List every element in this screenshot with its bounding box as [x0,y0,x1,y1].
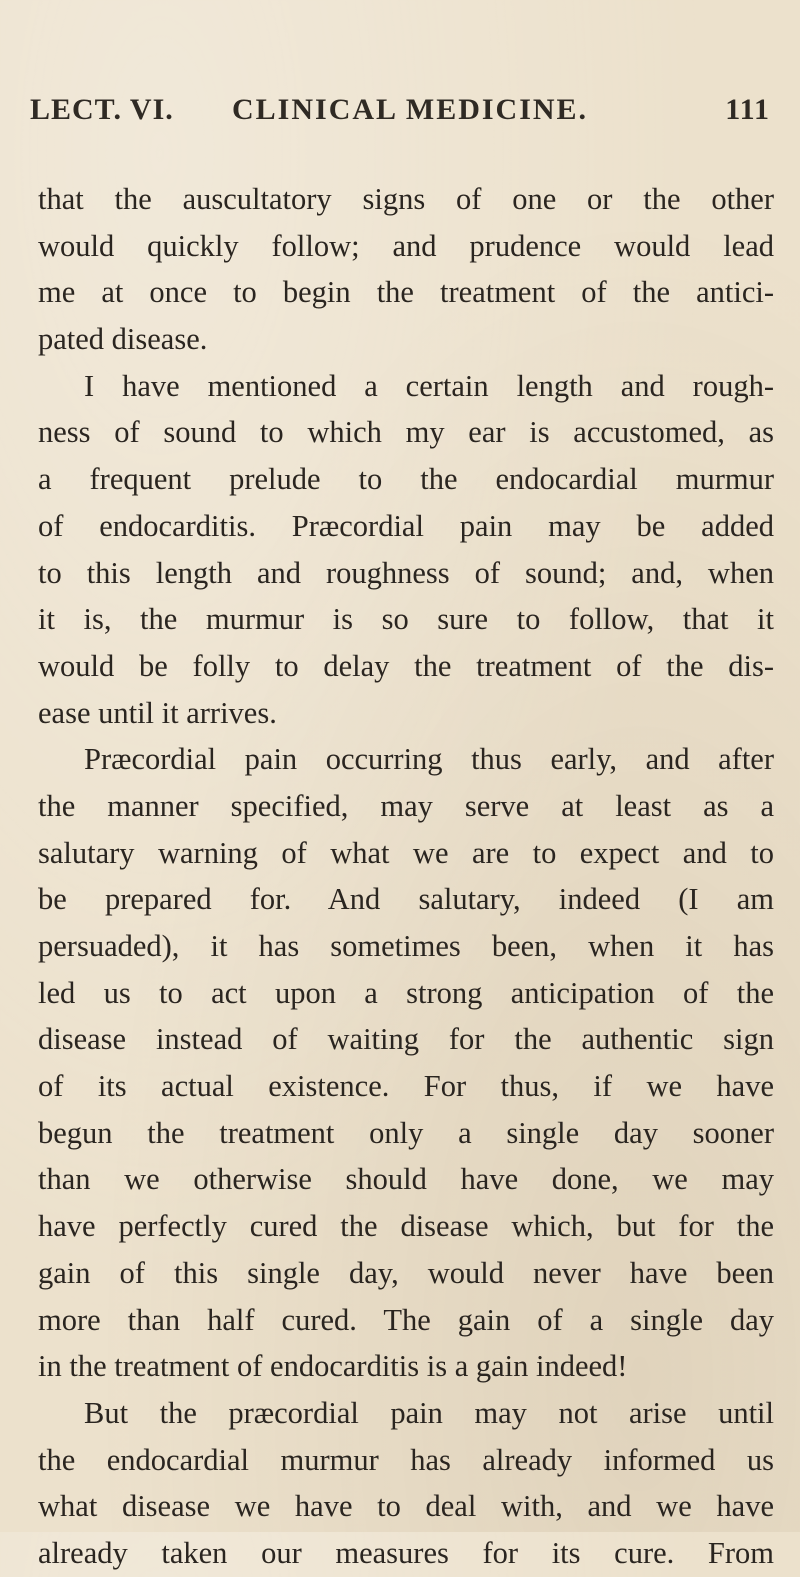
book-title: CLINICAL MEDICINE. [232,93,589,126]
text-line: persuaded), it has sometimes been, when it has [38,929,774,963]
text-line: to this length and roughness of sound; and, when [38,555,774,590]
text-line: led us to act upon a strong anticipation of the [38,975,774,1010]
text-line: I have mentioned a certain length and rough- [84,368,774,403]
text-line: Præcordial pain occurring thus early, and after [84,742,774,777]
text-line: would quickly follow; and prudence would lead [38,228,774,263]
text-line: a frequent prelude to the endocardial murmur [38,462,774,497]
text-line: begun the treatment only a single day sooner [38,1115,774,1150]
text-line: of its actual existence. For thus, if we have [38,1069,774,1104]
text-line: salutary warning of what we are to expect and to [38,835,774,870]
text-line: of endocarditis. Præcordial pain may be added [38,508,774,543]
text-line: have perfectly cured the disease which, but for the [38,1209,774,1244]
text-line: in the treatment of endocarditis is a gain indeed! [38,1349,628,1384]
text-line: disease instead of waiting for the authentic sign [38,1022,774,1057]
text-line: the endocardial murmur has already informed us [38,1442,774,1477]
lecture-number: LECT. VI. [30,93,174,126]
text-line: pated disease. [38,322,208,357]
text-line: be prepared for. And salutary, indeed (I am [38,882,774,917]
text-line: gain of this single day, would never have been [38,1255,774,1290]
text-line: already taken our measures for its cure. From [38,1535,774,1570]
text-line: ness of sound to which my ear is accustomed, as [38,415,774,450]
text-line: than we otherwise should have done, we may [38,1162,774,1197]
text-line: what disease we have to deal with, and we have [38,1489,774,1524]
running-head [30,93,770,143]
page-number: 111 [725,93,770,126]
text-line: me at once to begin the treatment of the antici- [38,275,774,310]
text-line: more than half cured. The gain of a single day [38,1302,774,1337]
text-line: it is, the murmur is so sure to follow, that it [38,602,774,637]
text-line: ease until it arrives. [38,695,277,730]
text-line: But the præcordial pain may not arise until [84,1395,774,1430]
text-line: the manner specified, may serve at least as a [38,788,774,823]
text-line: that the auscultatory signs of one or the other [38,182,774,216]
text-line: would be folly to delay the treatment of the dis- [38,648,774,683]
body-text [38,176,774,1577]
